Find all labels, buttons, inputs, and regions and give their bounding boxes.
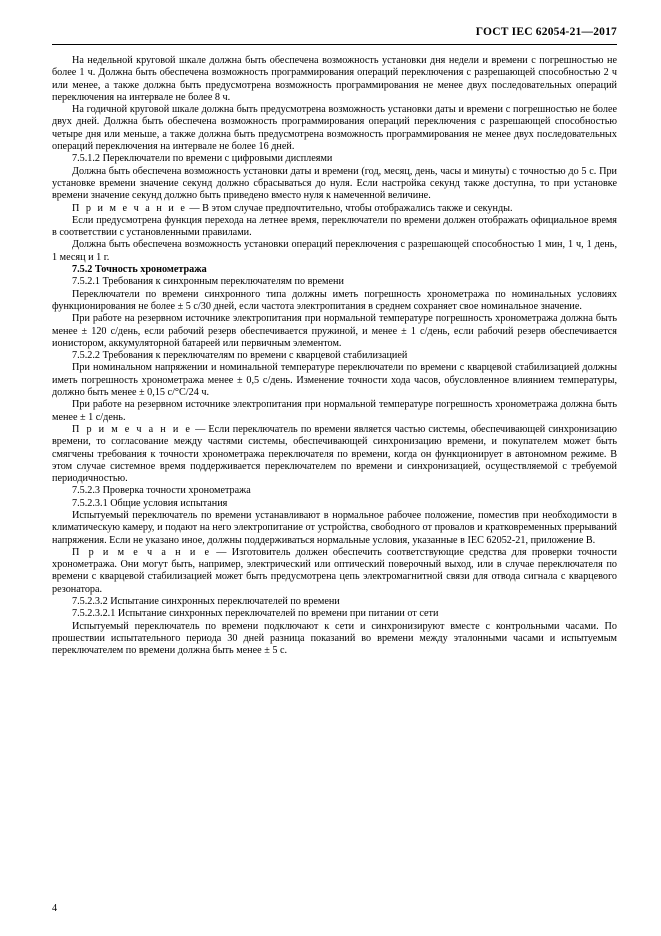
header-divider xyxy=(52,44,617,45)
note-text: — Если переключатель по времени является частью системы, обеспечивающей синхронизацию времени, то согласование между частями системы, обеспечивающей синхронизацию времени, и покупателем может быть смягчены требования к точности хронометража переключателя по времени, когда он функционирует в автономном режиме. В этом случае системное время поддерживается переключателем по времени и синхронизацией, осуществляемой с требуемой периодичностью. xyxy=(52,423,617,485)
note-text: — Изготовитель должен обеспечить соответствующие средства для проверки точности хронометража. Они могут быть, например, электрический или оптический поверочный выход, или в случае переключателя по времени с кварцевой стабилизацией может быть предусмотрена цепь электромагнитной связи для отвода сигнала с кварцевого резонатора. xyxy=(52,546,617,595)
note-paragraph xyxy=(52,424,617,485)
note-paragraph xyxy=(52,547,617,596)
body-paragraph: При работе на резервном источнике электропитания при нормальной температуре погрешность хронометража должна быть менее ± 120 с/день, если рабочий резерв обеспечивается пружиной, и менее ± 1 с/день, если рабочий резерв обеспечивается ионистором, аккумуляторной батареей или первичным элементом. xyxy=(52,313,617,349)
clause-heading: 7.5.2.2 Требования к переключателям по времени с кварцевой стабилизацией xyxy=(72,350,408,362)
body-paragraph: Испытуемый переключатель по времени устанавливают в нормальное рабочее положение, поместив при необходимости в климатическую камеру, и подают на него электропитание от устройства, свободного от провалов и кратковременных прерываний напряжения. Если не указано иное, должны поддерживаться нормальные условия, указанные в IEC 62052-21, приложение В. xyxy=(52,509,617,546)
body-paragraph: Испытуемый переключатель по времени подключают к сети и синхронизируют вместе с контрольными часами. По прошествии испытательного периода 30 дней разница показаний во времени между эталонными часами и испытуемым переключателем по времени должна быть менее ± 5 с. xyxy=(52,620,617,657)
document-body xyxy=(52,55,617,658)
note-label: П р и м е ч а н и е xyxy=(72,546,212,558)
clause-heading: 7.5.1.2 Переключатели по времени с цифровыми дисплеями xyxy=(72,153,333,165)
clause-heading: 7.5.2.3.2 Испытание синхронных переключателей по времени xyxy=(72,596,340,608)
page-number: 4 xyxy=(52,903,58,914)
body-paragraph: На недельной круговой шкале должна быть обеспечена возможность установки дня недели и времени с погрешностью не более 1 ч. Должна быть обеспечена возможность программирования операций переключения с разрешающей способностью 2 ч или менее, а также должна быть предусмотрена возможность программирования не менее двух последовательных операций переключения на интервале не более 8 ч. xyxy=(52,55,617,103)
note-paragraph xyxy=(52,203,617,215)
body-paragraph: На годичной круговой шкале должна быть предусмотрена возможность установки даты и времени с погрешностью не более двух дней. Должна быть обеспечена возможность программирования операций переключения с разрешающей способностью четыре дня или меньше, а также должна быть предусмотрена возможность программирования не менее двух последовательных операций переключения на интервале не более 16 дней. xyxy=(52,104,617,153)
note-label: П р и м е ч а н и е xyxy=(72,202,187,214)
clause-heading: 7.5.2.3.1 Общие условия испытания xyxy=(72,497,228,509)
page-header: ГОСТ IEC 62054-21—2017 xyxy=(475,26,617,38)
clause-heading: 7.5.2.3 Проверка точности хронометража xyxy=(72,485,251,497)
body-paragraph: Должна быть обеспечена возможность установки даты и времени (год, месяц, день, часы и минуты) с точностью до 5 с. При установке времени значение секунд должно сбрасываться до нуля. Если настройка секунд также доступна, то при установке времени значение секунд должно быть приведено вместо нуля к намеченной величине. xyxy=(52,165,617,202)
clause-heading: 7.5.2.3.2.1 Испытание синхронных переключателей по времени при питании от сети xyxy=(72,608,439,620)
clause-heading: 7.5.2.1 Требования к синхронным переключателям по времени xyxy=(72,276,344,288)
body-paragraph: Переключатели по времени синхронного типа должны иметь погрешность хронометража по номинальных условиях функционирования не более ± 5 с/30 дней, если частота электропитания в среднем сохраняет свое номинальное значение. xyxy=(52,288,617,312)
body-paragraph: При работе на резервном источнике электропитания при нормальной температуре погрешность хронометража должна быть менее ± 1 с/день. xyxy=(52,399,617,423)
note-text: — В этом случае предпочтительно, чтобы отображались также и секунды. xyxy=(186,202,513,214)
body-paragraph: Должна быть обеспечена возможность установки операций переключения с разрешающей способностью 1 мин, 1 ч, 1 день, 1 месяц и 1 г. xyxy=(52,239,617,263)
body-paragraph: Если предусмотрена функция перехода на летнее время, переключатели по времени должен отображать официальное время в соответствии с установленными правилами. xyxy=(52,214,617,239)
section-heading: 7.5.2 Точность хронометража xyxy=(72,264,207,276)
body-paragraph: При номинальном напряжении и номинальной температуре переключатели по времени с кварцевой стабилизацией должны иметь погрешность хронометража менее ± 0,5 с/день. Изменение точности хода часов, обусловленное влиянием температуры, должно быть менее ± 0,15 с/°С/24 ч. xyxy=(52,362,617,399)
note-label: П р и м е ч а н и е xyxy=(72,423,192,435)
